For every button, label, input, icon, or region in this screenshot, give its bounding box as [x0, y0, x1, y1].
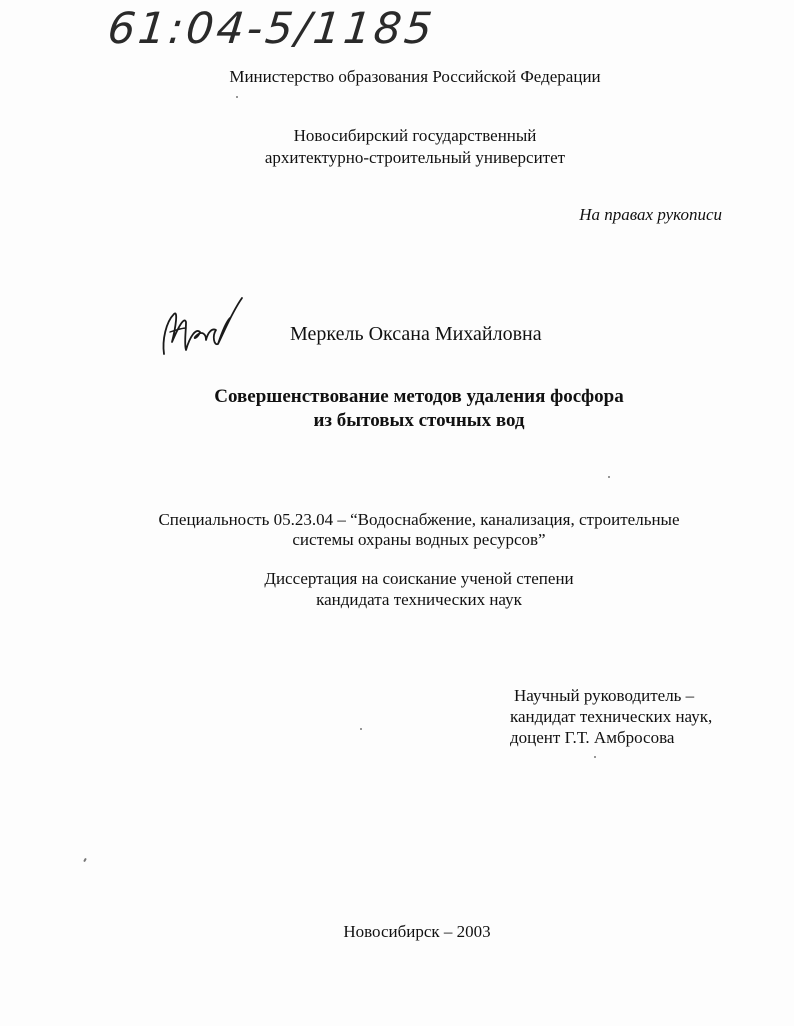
university-name-line2: архитектурно-строительный университет — [264, 148, 566, 167]
scan-speck — [608, 476, 610, 478]
specialty-line1: Специальность 05.23.04 – “Водоснабжение, канализация, строительные — [158, 510, 680, 529]
supervisor-line2: кандидат технических наук, — [510, 707, 713, 726]
degree-line1: Диссертация на соискание ученой степени — [264, 569, 574, 588]
specialty-line2: системы охраны водных ресурсов” — [292, 530, 546, 549]
supervisor-line3: доцент Г.Т. Амбросова — [510, 728, 675, 747]
place-and-year: Новосибирск – 2003 — [343, 922, 491, 941]
scan-speck — [360, 728, 362, 730]
dissertation-title-line1: Совершенствование методов удаления фосфора — [214, 386, 624, 407]
rights-notice: На правах рукописи — [579, 205, 722, 224]
degree-line2: кандидата технических наук — [316, 590, 522, 609]
university-name-line1: Новосибирский государственный — [293, 126, 537, 145]
ministry-heading: Министерство образования Российской Федерации — [229, 67, 601, 86]
scan-speck — [236, 96, 238, 98]
scan-speck — [594, 756, 596, 758]
author-name: Меркель Оксана Михайловна — [290, 323, 542, 345]
dissertation-title-line2: из бытовых сточных вод — [313, 410, 525, 431]
handwritten-catalog-code: 61:04-5/1185 — [105, 4, 438, 54]
supervisor-line1: Научный руководитель – — [514, 686, 695, 705]
scan-speck — [83, 858, 87, 862]
author-signature — [156, 292, 248, 362]
